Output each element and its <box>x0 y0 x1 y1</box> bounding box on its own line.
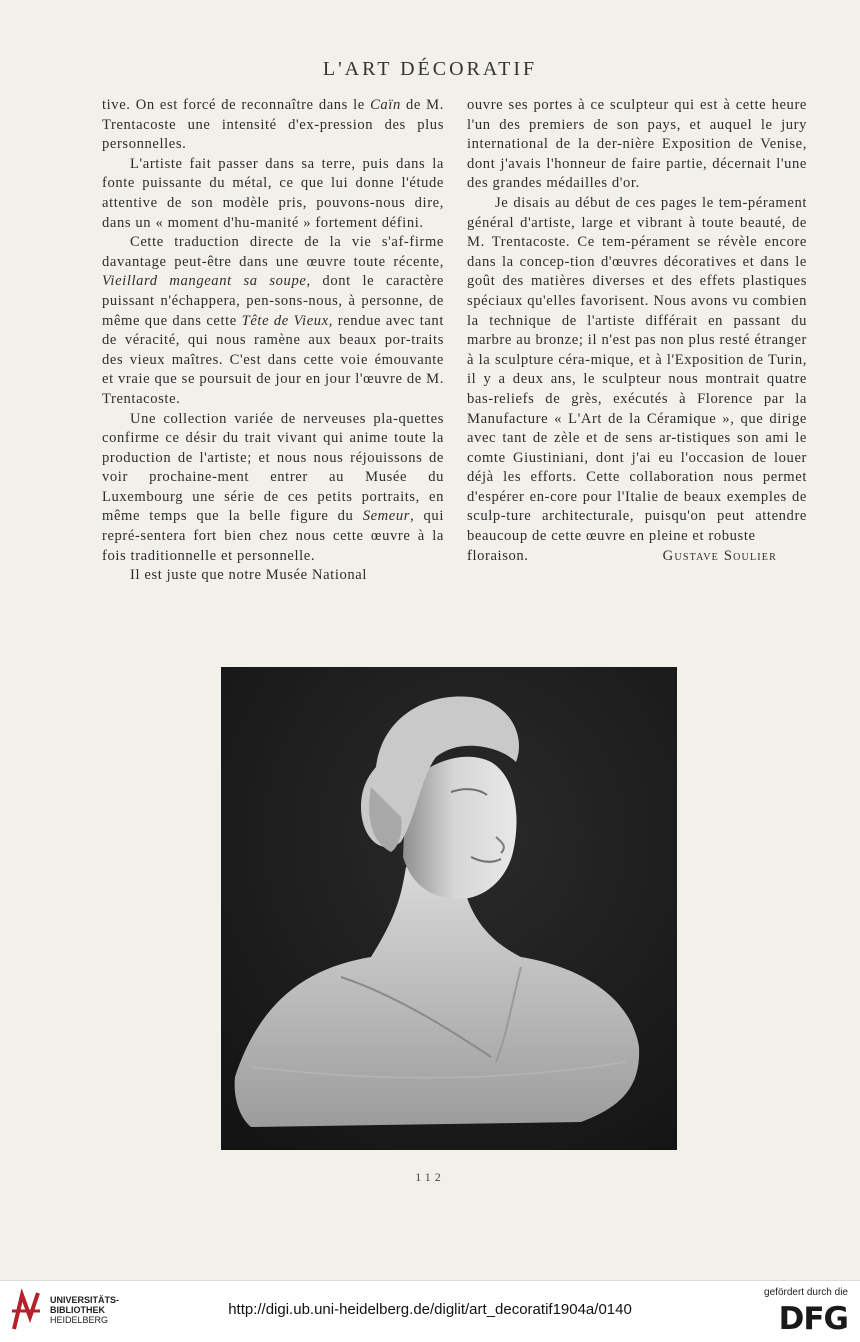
running-head: L'ART DÉCORATIF <box>322 58 538 80</box>
paragraph: Il est juste que notre Musée National <box>130 567 367 584</box>
funding-label: gefördert durch die <box>764 1287 848 1298</box>
viewer-footer <box>0 1280 860 1342</box>
paragraph: ouvre ses portes à ce sculpteur qui est à cette heure l'un des premiers de son pays, et auquel le jury international de la der-nière Exposition de Venise, dont j'avais l'honneur de faire partie, décernait l'une des grandes médailles d'or. <box>467 97 807 192</box>
paragraph: Je disais au début de ces pages le tem-pérament général d'artiste, large et vibrant à toute beauté, de M. Trentacoste. Ce tem-pérament se révèle encore dans la concep-tion d'œuvres décoratives et dans le goût des matières diverses et des effets plastiques spéciaux qu'elles favorisent. Nous avons vu combien la technique de l'artiste différait en passant du marbre au bronze; il n'est pas non plus resté étranger à la sculpture céra-mique, et à l'Exposition de Turin, il y a deux ans, le sculpteur nous montrait quatre bas-reliefs de grès, exécutés à Florence par la Manufacture « L'Art de la Céramique », que dirige avec tant de zèle et de sens ar-tistiques son ami le comte Giustiniani, dont j'ai eu l'occasion de louer déjà les efforts. Cette collaboration nous permet d'espérer en-core pour l'Italie de beaux exemples de sculp-ture architecturale, puisqu'on peut attendre beaucoup de cette œuvre en pleine et robuste <box>467 194 807 545</box>
page-number: 112 <box>415 1170 445 1184</box>
signature-line <box>467 547 807 567</box>
paragraph: Cette traduction directe de la vie s'af-firme davantage peut-être dans une œuvre toute récente, Vieillard mangeant sa soupe, dont le caractère puissant n'échappera, pen-sons-nous, à personne, de même que dans cette Tête de Vieux, rendue avec tant de véracité, qui nous ramène aux beaux por-traits des vieux maîtres. C'est dans cette voie émouvante et vraie que se poursuit de jour en jour l'œuvre de M. Trentacoste. <box>102 234 444 407</box>
left-text-column <box>102 96 444 586</box>
right-text-column <box>467 96 807 566</box>
author-signature: Gustave Soulier <box>662 547 777 564</box>
work-title: Semeur <box>362 508 411 525</box>
closing-word: floraison. <box>467 547 529 564</box>
paragraph: tive. On est forcé de reconnaître dans le Caïn de M. Trentacoste une intensité d'ex-pression des plus personnelles. <box>102 97 445 153</box>
sculpture-photograph <box>221 667 677 1150</box>
permalink-url[interactable]: http://digi.ub.uni-heidelberg.de/diglit/art_decoratif1904a/0140 <box>228 1301 632 1318</box>
work-title: Caïn <box>370 97 401 113</box>
work-title: Vieillard mangeant sa soupe <box>102 273 307 290</box>
dfg-logo: DFG <box>778 1301 848 1337</box>
paragraph: Une collection variée de nerveuses pla-quettes confirme ce désir du trait vivant qui anime toute la production de l'artiste; et nous nous réjouissons de voir prochaine-ment entrer au Musée du Luxembourg une série de ces petits portraits, en même temps que la belle figure du Semeur, qui repré-sentera fort bien chez nous cette œuvre à la fois traditionnelle et personnelle. <box>102 410 444 564</box>
paragraph: L'artiste fait passer dans sa terre, puis dans la fonte puissante du métal, ce que lui donne l'étude attentive de son modèle pris, pouvons-nous dire, dans un « moment d'hu-manité » fortement défini. <box>102 155 444 231</box>
library-name: UNIVERSITÄTS- BIBLIOTHEK HEIDELBERG <box>50 1295 120 1325</box>
work-title: Tête de Vieux <box>241 312 329 329</box>
bust-illustration <box>221 667 677 1150</box>
